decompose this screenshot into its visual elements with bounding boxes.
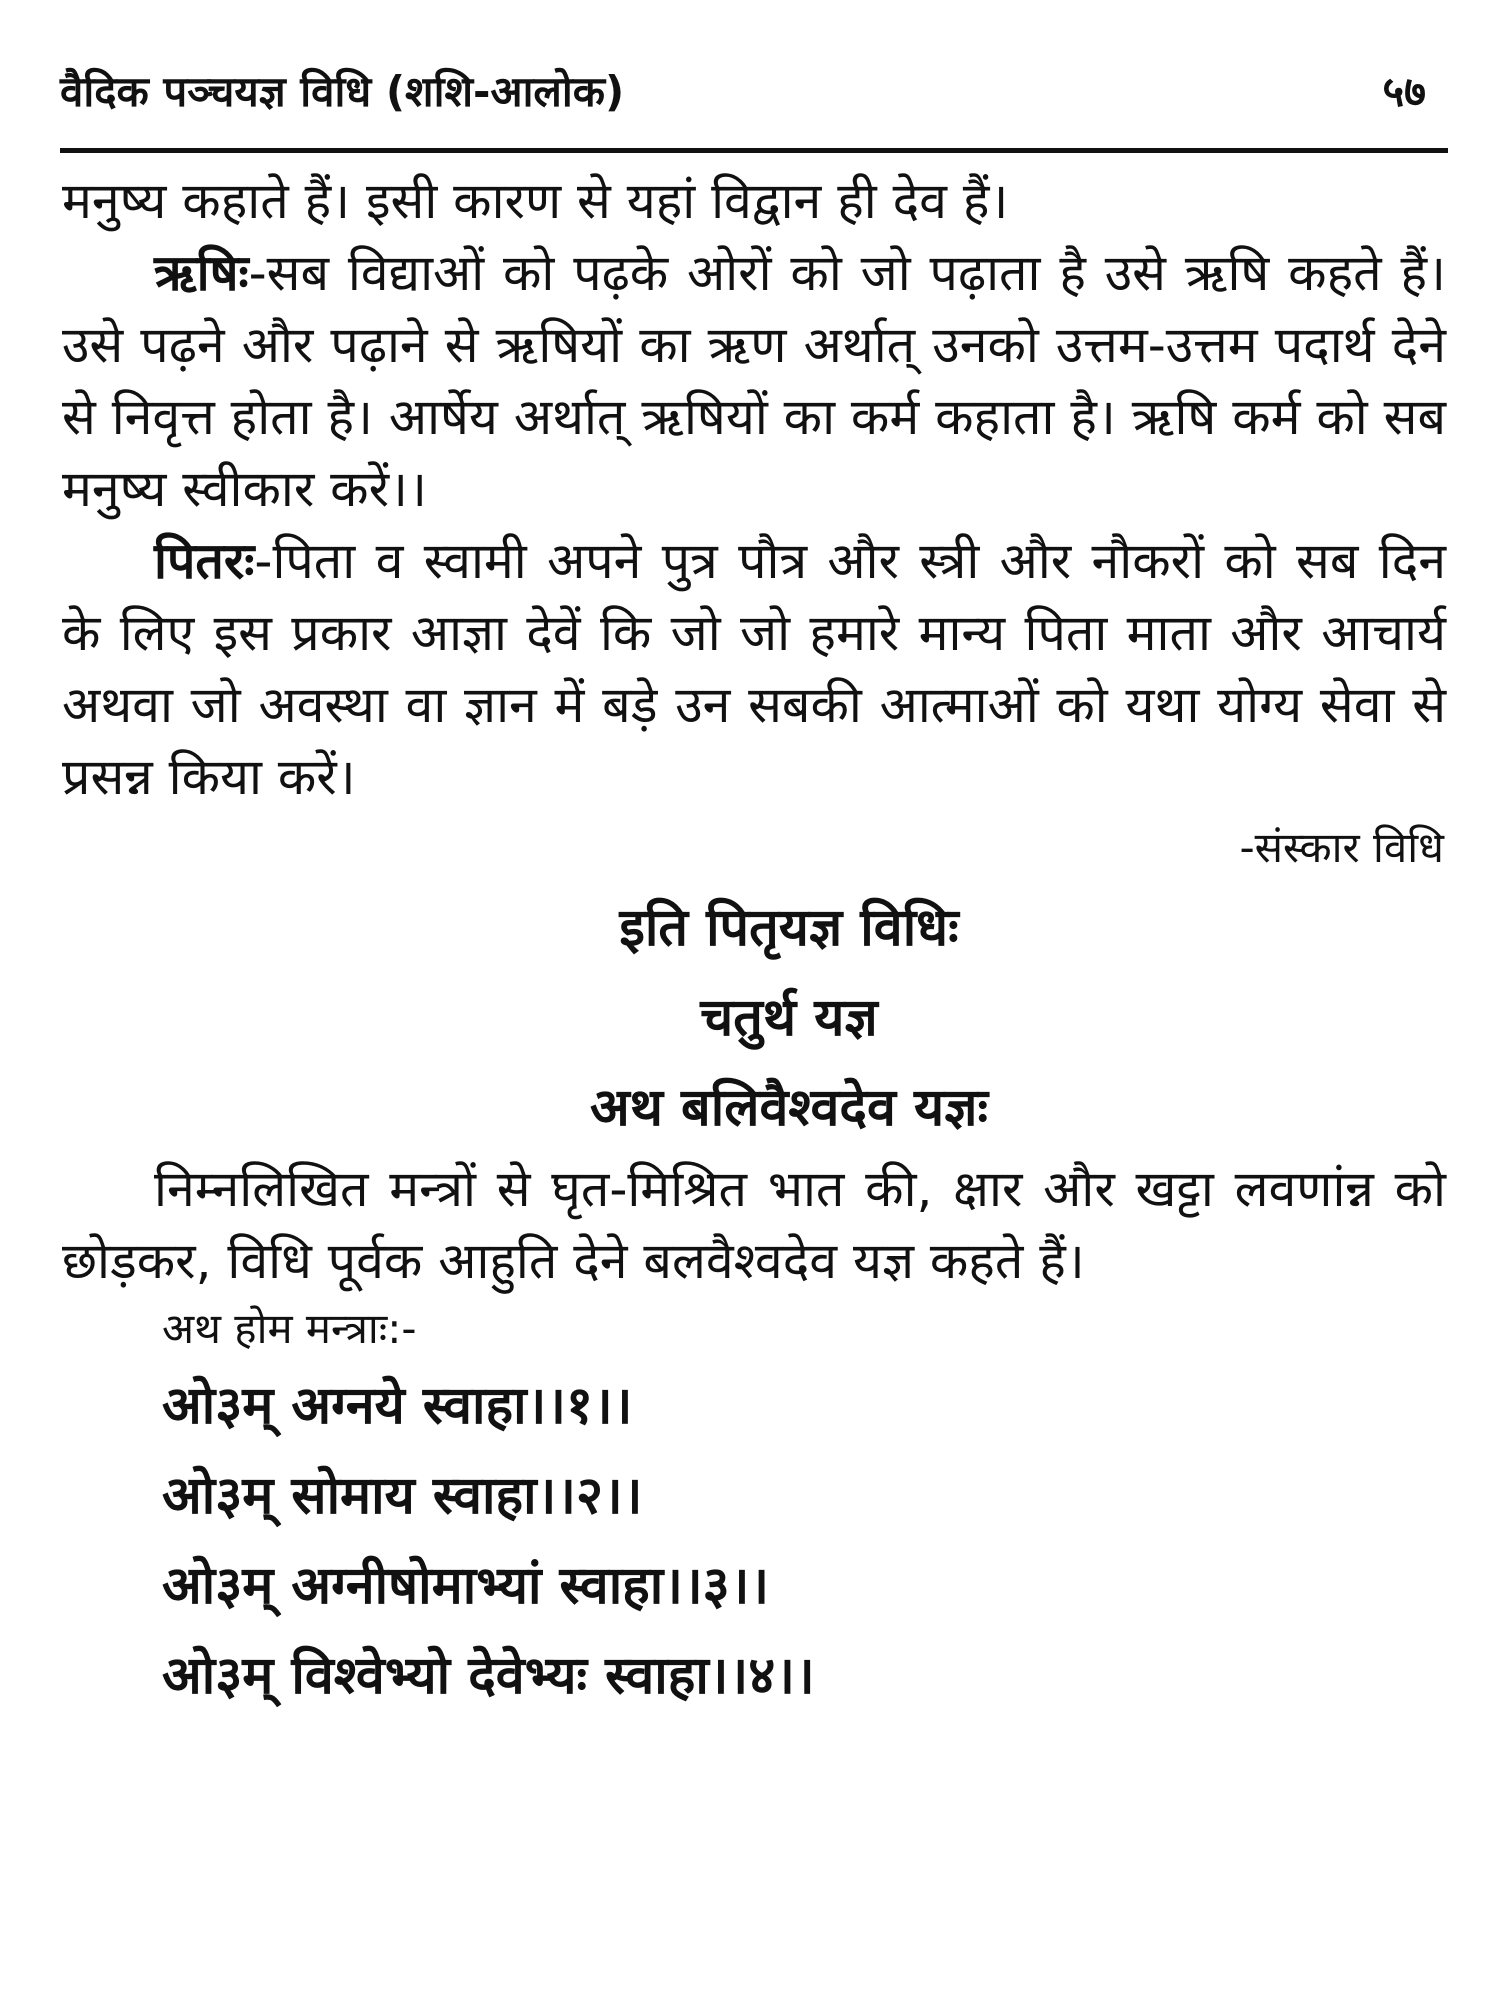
paragraph-pitar: [62, 525, 1446, 813]
homa-mantra-label: अथ होम मन्त्राः:-: [162, 1304, 417, 1353]
mantra-line: ओ३म् सोमाय स्वाहा।।२।।: [162, 1466, 643, 1526]
chapter-heading: चतुर्थ यज्ञ: [700, 988, 878, 1048]
header-rule: [60, 148, 1448, 153]
mantra-line: ओ३म् विश्वेभ्यो देवेभ्यः स्वाहा।।४।।: [162, 1646, 815, 1706]
term-pitar: पितरः: [154, 532, 255, 590]
mantra-line: ओ३म् अग्नीषोमाभ्यां स्वाहा।।३।।: [162, 1556, 770, 1616]
page-header: [60, 62, 1440, 134]
section-heading: अथ बलिवैश्वदेव यज्ञः: [589, 1078, 989, 1138]
section-end-heading: इति पितृयज्ञ विधिः: [619, 898, 959, 958]
page-body: [62, 165, 1446, 1721]
paragraph-balivaishvadeva: निम्नलिखित मन्त्रों से घृत-मिश्रित भात की, क्षार और खट्टा लवणांन्न को छोड़कर, विधि पूर्वक आहुति देने बलवैश्वदेव यज्ञ कहते हैं।: [62, 1160, 1446, 1290]
rishi-text: -सब विद्याओं को पढ़के ओरों को जो पढ़ाता है उसे ऋषि कहते हैं। उसे पढ़ने और पढ़ाने से ऋषियों का ऋण अर्थात् उनको उत्तम-उत्तम पदार्थ देने से निवृत्त होता है। आर्षेय अर्थात् ऋषियों का कर्म कहाता है। ऋषि कर्म को सब मनुष्य स्वीकार करें।।: [62, 244, 1446, 518]
pitar-text: -पिता व स्वामी अपने पुत्र पौत्र और स्त्री और नौकरों को सब दिन के लिए इस प्रकार आज्ञा देवें कि जो जो हमारे मान्य पिता माता और आचार्य अथवा जो अवस्था वा ज्ञान में बड़े उन सबकी आत्माओं को यथा योग्य सेवा से प्रसन्न किया करें।: [62, 532, 1446, 806]
paragraph-rishi: [62, 237, 1446, 525]
mantra-line: ओ३म् अग्नये स्वाहा।।१।।: [162, 1376, 633, 1436]
running-title: वैदिक पञ्चयज्ञ विधि (शशि-आलोक): [60, 67, 625, 116]
paragraph-devas: मनुष्य कहाते हैं। इसी कारण से यहां विद्वान ही देव हैं।: [62, 172, 1009, 230]
term-rishi: ऋषिः: [154, 244, 249, 302]
source-citation: -संस्कार विधि: [1239, 823, 1444, 872]
page-number: ५७: [1382, 67, 1426, 116]
